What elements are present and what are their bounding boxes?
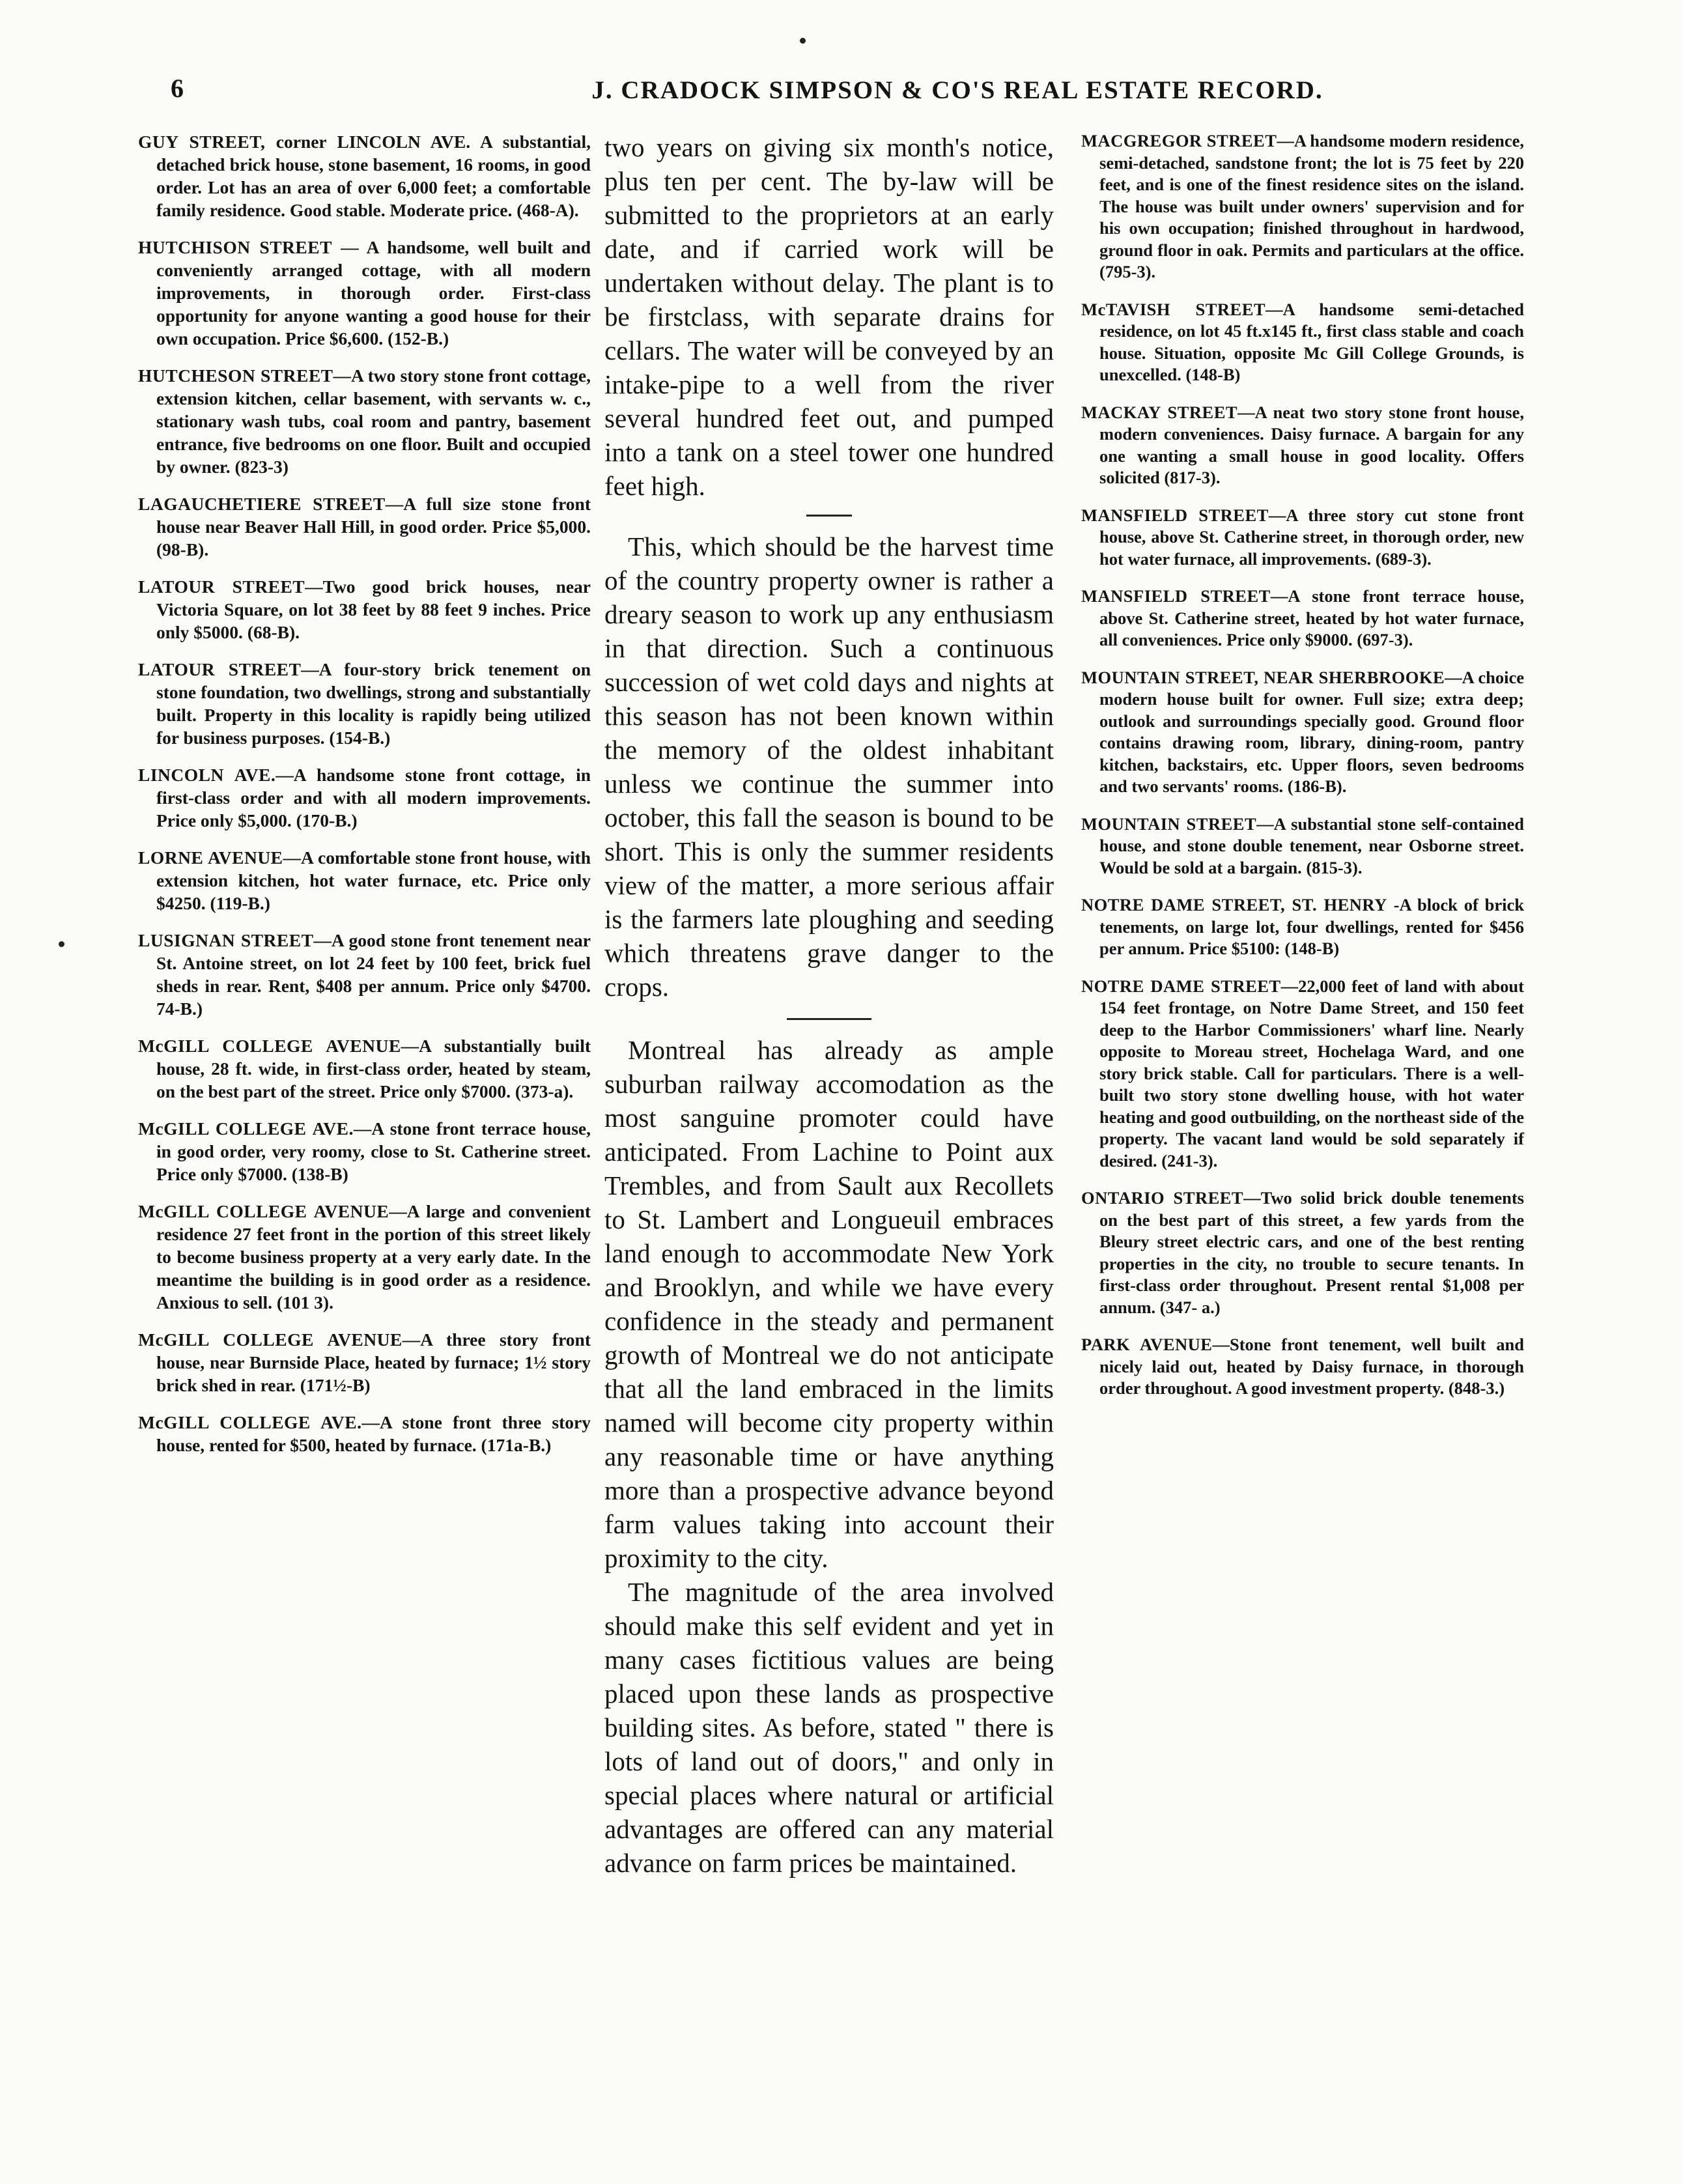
listing-description: corner LINCOLN AVE. A substantial, detached brick house, stone basement, 16 rooms, in good order. Lot has an area of over 6,000 feet; a comfortable family residence. Good stable. Moderate price. (468-A). xyxy=(156,132,591,220)
listing xyxy=(1081,1187,1524,1318)
listing xyxy=(1081,402,1524,489)
listing-street: McGILL COLLEGE AVE. xyxy=(138,1118,354,1139)
editorial-paragraph: Montreal has already as ample suburban railway accomodation as the most sanguine promoter could have anticipated. From Lachine to Point aux Trembles, and from Sault aux Recollets to St. Lambert and Longueuil embraces land enough to accommodate New York and Brooklyn, and while we have every confidence in the steady and permanent growth of Montreal we do not anticipate that all the land embraced in the limits named will become city property within any reasonable time or have anything more than a prospective advance beyond farm values taking into account their proximity to the city. xyxy=(604,1035,1054,1573)
listing-street: NOTRE DAME STREET, ST. HENRY xyxy=(1081,895,1387,915)
listing xyxy=(138,846,591,915)
section-divider xyxy=(787,1018,871,1020)
listing-street: MANSFIELD STREET xyxy=(1081,505,1269,525)
listing-street: McGILL COLLEGE AVENUE xyxy=(138,1329,403,1350)
listing xyxy=(138,364,591,478)
listing-description: —A three story cut stone front house, above St. Catherine street, in thorough order, new hot water furnace, all improvements. (689-3). xyxy=(1099,505,1524,569)
listing-description: —A two story stone front cottage, extension kitchen, cellar basement, with servants w. c., stationary wash tubs, coal room and pantry, basement entrance, five bedrooms on one floor. Built and occupied by owner. (823-3) xyxy=(156,365,591,477)
listing-description: —22,000 feet of land with about 154 feet frontage, on Notre Dame Street, and 150 feet deep to the Harbor Commissioners' wharf line. Nearly opposite to Moreau street, Hochelaga Ward, and one story brick stable. Call for particulars. There is a well-built two story stone dwelling house, with hot water heating and good outbuilding, on the northeast side of the property. The vacant land would be sold separately if desired. (241-3). xyxy=(1099,976,1524,1170)
listing-street: MACGREGOR STREET xyxy=(1081,131,1277,150)
listing xyxy=(1081,130,1524,283)
listing-street: NOTRE DAME STREET xyxy=(1081,976,1281,996)
listing xyxy=(1081,1334,1524,1400)
listing-description: —A choice modern house built for owner. Full size; extra deep; outlook and surroundings specially good. Ground floor contains drawing room, library, dining-room, pantry kitchen, backstairs, etc. Upper floors, seven bedrooms and two servants' rooms. (186-B). xyxy=(1099,667,1524,796)
listing-description: —Stone front tenement, well built and nicely laid out, heated by Daisy furnace, in thorough order throughout. A good investment property. (848-3.) xyxy=(1099,1335,1524,1398)
listing xyxy=(138,236,591,350)
listing xyxy=(138,929,591,1020)
listing xyxy=(138,1411,591,1456)
listing-description: —A three story front house, near Burnside Place, heated by furnace; 1½ story brick shed in rear. (171½-B) xyxy=(156,1329,591,1395)
listing-description: —A comfortable stone front house, with extension kitchen, hot water furnace, etc. Price only $4250. (119-B.) xyxy=(156,847,591,913)
listing-street: MOUNTAIN STREET, NEAR SHERBROOKE xyxy=(1081,667,1445,687)
listing-street: LATOUR STREET xyxy=(138,576,305,597)
listing-description: —Two solid brick double tenements on the best part of this street, a few yards from the Bleury street electric cars, and one of the best renting properties in the city, no trouble to secure tenants. In first-class order throughout. Present rental $1,008 per annum. (347- a.) xyxy=(1099,1188,1524,1317)
listing-street: LAGAUCHETIERE STREET xyxy=(138,494,386,514)
listing-street: MOUNTAIN STREET xyxy=(1081,814,1257,834)
listing xyxy=(1081,586,1524,651)
right-column-listings xyxy=(1081,130,1524,1415)
listing xyxy=(1081,667,1524,798)
listing-description: —A stone front terrace house, in good order, very roomy, close to St. Catherine street. Price only $7000. (138-B) xyxy=(156,1118,591,1184)
listing-description: —A substantially built house, 28 ft. wide, in first-class order, heated by steam, on the best part of the street. Price only $7000. (373-a). xyxy=(156,1036,591,1101)
listing xyxy=(138,1328,591,1397)
listing xyxy=(138,130,591,221)
middle-column-editorial xyxy=(604,130,1054,1880)
listing-description: —A stone front terrace house, above St. Catherine street, heated by hot water furnace, all conveniences. Price only $9000. (697-3). xyxy=(1099,586,1524,649)
listing-description: —A large and convenient residence 27 feet front in the portion of this street likely to become business property at a very early date. In the meantime the building is in good order as a residence. Anxious to sell. (101 3). xyxy=(156,1201,591,1312)
editorial-paragraph: two years on giving six month's notice, plus ten per cent. The by-law will be submitted to the proprietors at an early date, and if carried work will be undertaken without delay. The plant is to be firstclass, with separate drains for cellars. The water will be conveyed by an intake-pipe to a well from the river several hundred feet out, and pumped into a tank on a steel tower one hundred feet high. xyxy=(604,132,1054,501)
listing-description: —Two good brick houses, near Victoria Square, on lot 38 feet by 88 feet 9 inches. Price only $5000. (68-B). xyxy=(156,576,591,642)
listing-description: —A handsome semi-detached residence, on lot 45 ft.x145 ft., first class stable and coach house. Situation, opposite Mc Gill College Grounds, is unexcelled. (148-B) xyxy=(1099,299,1524,384)
listing-description: —A stone front three story house, rented for $500, heated by furnace. (171a-B.) xyxy=(156,1412,591,1455)
running-header: J. CRADOCK SIMPSON & CO'S REAL ESTATE RECORD. xyxy=(591,76,1323,104)
listing xyxy=(138,492,591,561)
listing-street: PARK AVENUE xyxy=(1081,1335,1213,1354)
listing xyxy=(138,575,591,644)
listing-street: McTAVISH STREET xyxy=(1081,299,1266,319)
listing-street: LINCOLN AVE. xyxy=(138,765,276,785)
listing xyxy=(138,1034,591,1103)
editorial-paragraph: This, which should be the harvest time of the country property owner is rather a dreary season to work up any enthusiasm in that direction. Such a continuous succession of wet cold days and nights at this season has not been known within the memory of the oldest inhabitant unless we continue the summer into october, this fall the season is bound to be short. This is only the summer residents view of the matter, a more serious affair is the farmers late ploughing and seeding which threatens grave danger to the crops. xyxy=(604,532,1054,1002)
ink-speck xyxy=(800,38,806,44)
listing-street: HUTCHESON STREET xyxy=(138,365,333,386)
listing-street: McGILL COLLEGE AVENUE xyxy=(138,1036,401,1056)
editorial-paragraph: The magnitude of the area involved should make this self evident and yet in many cases fictitious values are being placed upon these lands as prospective building sites. As before, stated " there is lots of land out of doors," and only in special places where natural or artificial advantages are offered can any material advance on farm prices be maintained. xyxy=(604,1577,1054,1878)
listing xyxy=(138,1200,591,1314)
listing-street: LATOUR STREET xyxy=(138,659,302,679)
listing-description: —A full size stone front house near Beaver Hall Hill, in good order. Price $5,000. (98-B). xyxy=(156,494,591,560)
listing xyxy=(1081,299,1524,386)
listing-description: — A handsome, well built and conveniently arranged cottage, with all modern improvements, in thorough order. First-class opportunity for anyone wanting a good house for their own occupation. Price $6,600. (152-B.) xyxy=(156,237,591,348)
listing-description: -A block of brick tenements, on large lot, four dwellings, rented for $456 per annum. Price $5100: (148-B) xyxy=(1099,895,1524,958)
listing-street: MANSFIELD STREET xyxy=(1081,586,1271,606)
listing-description: —A neat two story stone front house, modern conveniences. Daisy furnace. A bargain for any one wanting a small house in good locality. Offers solicited (817-3). xyxy=(1099,402,1524,487)
listing-description: —A good stone front tenement near St. Antoine street, on lot 24 feet by 100 feet, brick fuel sheds in rear. Rent, $408 per annum. Price only $4700. 74-B.) xyxy=(156,930,591,1019)
listing xyxy=(1081,505,1524,571)
listing xyxy=(138,1117,591,1185)
section-divider xyxy=(806,515,852,517)
listing-description: —A handsome stone front cottage, in first-class order and with all modern improvements. Price only $5,000. (170-B.) xyxy=(156,765,591,830)
listing-description: —A four-story brick tenement on stone foundation, two dwellings, strong and substantially built. Property in this locality is rapidly being utilized for business purposes. (154-B.) xyxy=(156,659,591,748)
listing xyxy=(1081,814,1524,879)
listing-street: MACKAY STREET xyxy=(1081,402,1238,422)
listing-description: —A substantial stone self-contained house, and stone double tenement, near Osborne street. Would be sold at a bargain. (815-3). xyxy=(1099,814,1524,877)
listing-street: McGILL COLLEGE AVENUE xyxy=(138,1201,389,1221)
listing-street: HUTCHISON STREET xyxy=(138,237,332,257)
listing xyxy=(1081,894,1524,960)
listing-street: ONTARIO STREET xyxy=(1081,1188,1244,1208)
listing-street: LUSIGNAN STREET xyxy=(138,930,314,950)
listing xyxy=(138,658,591,749)
page-number: 6 xyxy=(171,74,184,103)
listing-street: McGILL COLLEGE AVE. xyxy=(138,1412,362,1432)
listing-street: GUY STREET, xyxy=(138,132,266,152)
listing-street: LORNE AVENUE xyxy=(138,847,283,868)
listing xyxy=(1081,976,1524,1172)
left-column-listings xyxy=(138,130,591,1471)
listing xyxy=(138,763,591,832)
ink-speck xyxy=(59,941,64,947)
listing-description: —A handsome modern residence, semi-detached, sandstone front; the lot is 75 feet by 220 feet, and is one of the finest residence sites on the island. The house was built under owners' supervision and for his own occupation; finished throughout in hardwood, ground floor in oak. Permits and particulars at the office. (795-3). xyxy=(1099,131,1524,281)
